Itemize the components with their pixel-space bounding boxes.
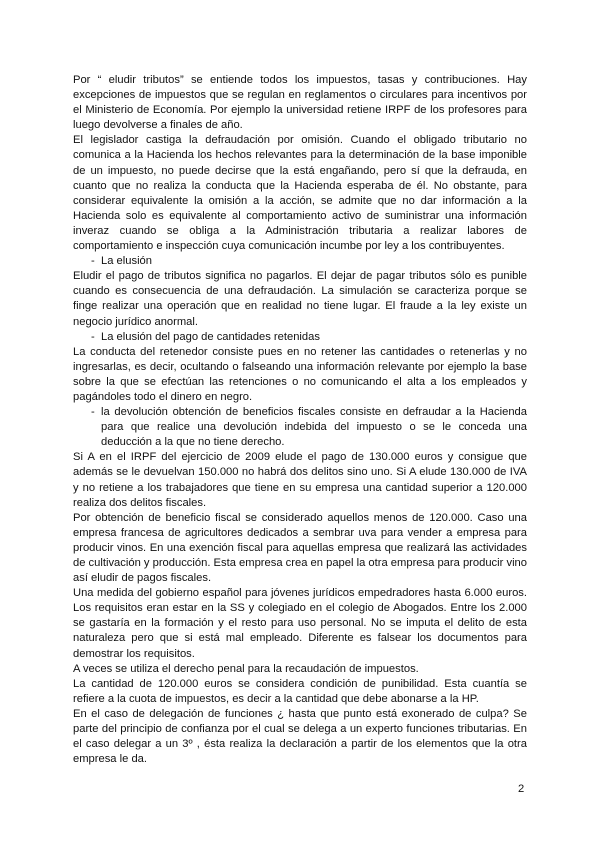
document-body xyxy=(73,73,527,767)
paragraph-delegacion-funciones: En el caso de delegación de funciones ¿ hasta que punto está exonerado de culpa? Se parte del principio de confianza por el cual se delega a un experto funciones tributarias. En el caso delegar a un 3º , ésta realiza la declaración a partir de los elementos que la otra empresa le da. xyxy=(73,707,527,766)
paragraph-retenidas: La conducta del retenedor consiste pues en no retener las cantidades o retenerlas y no ingresarlas, es decir, ocultando o falseando una información relevante por ejemplo la base sobre la que se efectúan las retenciones o no comunicando el alta a los empleados y pagándoles todo el dinero en negro. xyxy=(73,345,527,403)
list-item-retenidas xyxy=(73,330,527,345)
heading-elusion: La elusión xyxy=(101,255,153,268)
dash-bullet: - xyxy=(91,406,95,419)
paragraph-derecho-penal: A veces se utiliza el derecho penal para la recaudación de impuestos. xyxy=(73,662,419,675)
paragraph-condicion-punibilidad: La cantidad de 120.000 euros se considera condición de punibilidad. Esta cuantía se refiere a la cuota de impuestos, es decir a la cantidad que debe abonarse a la HP. xyxy=(73,677,527,705)
list-item-elusion xyxy=(73,254,527,269)
paragraph-medida-gobierno: Una medida del gobierno español para jóvenes jurídicos empedradores hasta 6.000 euros. Los requisitos eran estar en la SS y colegiado en el colegio de Abogados. Entre los 2.000 se gastaría en la formación y el resto para uso personal. No se imputa el delito de esta naturaleza pero que si está mal empleado. Diferente es falsear los documentos para demostrar los requisitos. xyxy=(73,587,527,660)
heading-retenidas: La elusión del pago de cantidades retenidas xyxy=(101,330,320,343)
paragraph-elusion: Eludir el pago de tributos significa no pagarlos. El dejar de pagar tributos sólo es punible cuando es consecuencia de una defraudación. La simulación se caracteriza porque se finge realizar una operación que en realidad no tiene lugar. El fraude a la ley existe un negocio jurídico anormal. xyxy=(73,270,527,328)
page-number: 2 xyxy=(518,783,525,795)
paragraph-beneficio-fiscal: Por obtención de beneficio fiscal se considerado aquellos menos de 120.000. Caso una empresa francesa de agricultores dedicados a sembrar uva para vender a empresa para producir vinos. En una exención fiscal para aquellas empresa que realizará las actividades de cultivación y producción. Esta empresa crea en papel la otra empresa para producir vino así eludir de pagos fiscales. xyxy=(73,511,527,585)
paragraph-ejemplo-irpf: Si A en el IRPF del ejercicio de 2009 elude el pago de 130.000 euros y consigue que además se le devuelvan 150.000 no habrá dos delitos sino uno. Si A elude 130.000 de IVA y no retiene a los trabajadores que tiene en su empresa una cantidad superior a 120.000 realiza dos delitos fiscales. xyxy=(73,451,527,509)
paragraph-defraudacion-omision: El legislador castiga la defraudación por omisión. Cuando el obligado tributario no comunica a la Hacienda los hechos relevantes para la determinación de la base imponible de un impuesto, no puede decirse que la está engañando, pero sí que la defrauda, en cuanto que no realiza la conducta que la Hacienda esperaba de él. No obstante, para considerar equivalente la omisión a la acción, se admite que no dar información a la Hacienda solo es equivalente al comportamiento activo de suministrar una información inveraz cuando se obliga a la Administración tributaria a realizar labores de comportamiento e inspección cuya comunicación incumbe por ley a los contribuyentes. xyxy=(73,134,527,253)
list-item-devolucion xyxy=(73,405,527,450)
dash-bullet: - xyxy=(91,255,95,268)
dash-bullet: - xyxy=(91,330,95,343)
bullet-devolucion: la devolución obtención de beneficios fiscales consiste en defraudar a la Hacienda para que realice una devolución indebida del impuesto o se le conceda una deducción a la que no tiene derecho. xyxy=(101,406,527,449)
paragraph-eludir-tributos: Por “ eludir tributos” se entiende todos los impuestos, tasas y contribuciones. Hay excepciones de impuestos que se regulan en reglamentos o circulares para incentivos por el Ministerio de Economía. Por ejemplo la universidad retiene IRPF de los profesores para luego devolverse a finales de año. xyxy=(73,74,527,132)
